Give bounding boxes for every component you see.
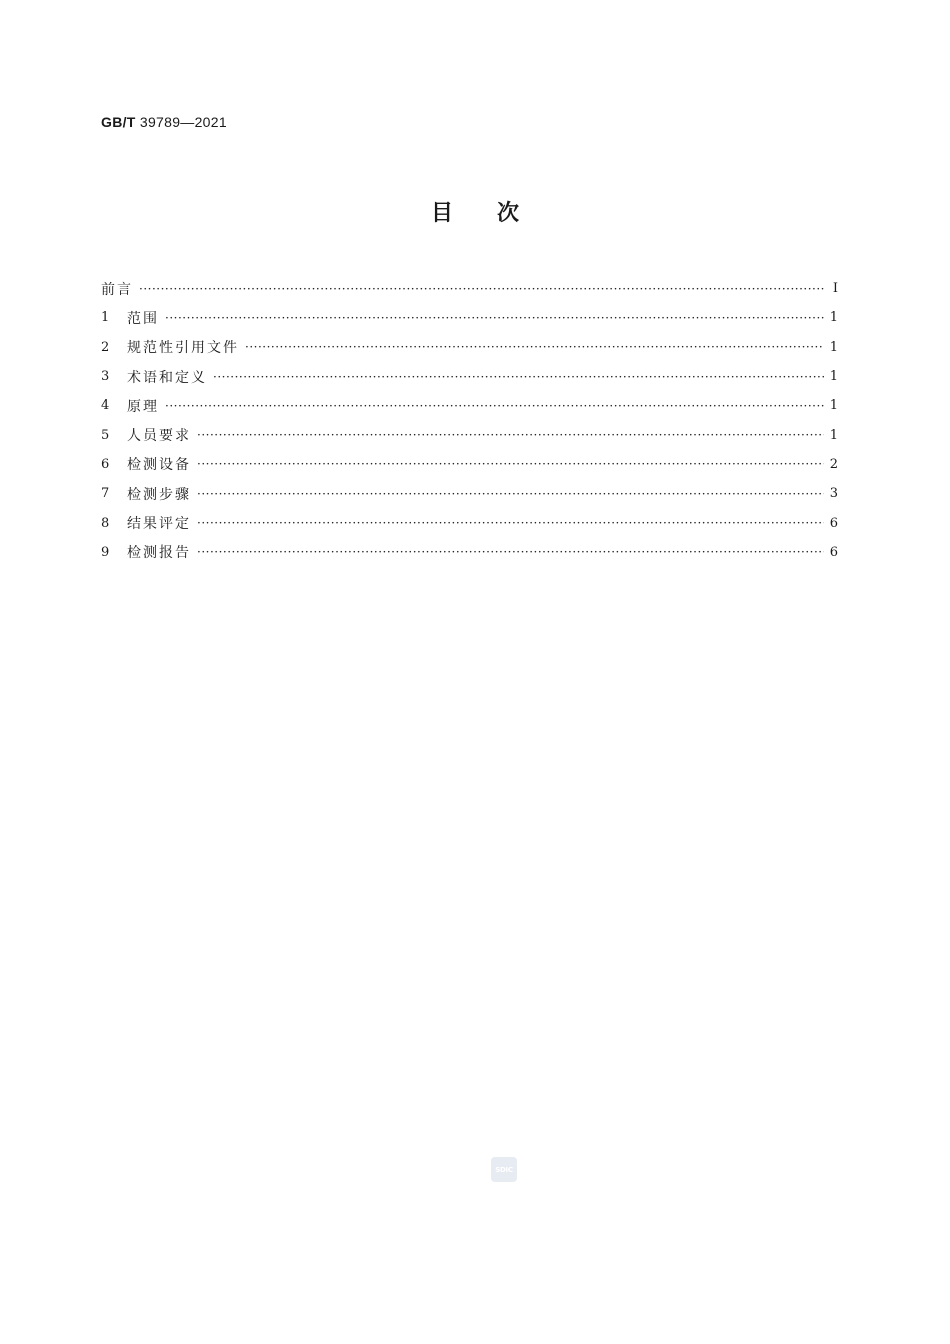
toc-entry-number: 8 [101,515,110,531]
toc-entry-label: 原理 [127,398,159,415]
toc-entry-page: 1 [829,398,838,414]
toc-entry-label: 结果评定 [127,516,191,533]
watermark-text: SDIC [495,1165,513,1174]
toc-leader-dots [197,428,824,442]
table-of-contents [101,274,838,567]
watermark-logo-icon [491,1157,517,1182]
toc-entry-2[interactable] [101,333,838,362]
toc-entry-page: Ⅰ [832,281,838,297]
toc-entry-3[interactable] [101,362,838,391]
toc-entry-label: 前言 [101,281,133,298]
toc-entry-label: 检测设备 [127,457,191,474]
toc-entry-7[interactable] [101,479,838,508]
toc-entry-9[interactable] [101,538,838,567]
toc-entry-1[interactable] [101,303,838,332]
toc-entry-label: 检测步骤 [127,486,191,503]
toc-entry-page: 1 [829,339,838,355]
toc-entry-label: 检测报告 [127,545,191,562]
toc-entry-5[interactable] [101,420,838,449]
toc-leader-dots [165,311,824,325]
document-code [101,114,227,130]
toc-leader-dots [165,399,824,413]
toc-entry-number: 1 [101,310,110,326]
toc-leader-dots [197,457,824,471]
toc-entry-number: 4 [101,398,110,414]
toc-entry-4[interactable] [101,391,838,420]
toc-leader-dots [197,487,824,501]
toc-entry-label: 人员要求 [127,428,191,445]
toc-leader-dots [197,545,824,559]
toc-entry-number: 3 [101,369,110,385]
toc-entry-label: 规范性引用文件 [127,340,239,357]
toc-entry-number: 6 [101,456,110,472]
toc-leader-dots [245,340,824,354]
toc-entry-label: 范围 [127,310,159,327]
toc-title: 目次 [430,201,563,226]
document-code-prefix: GB/T [101,114,136,130]
toc-leader-dots [213,370,824,384]
document-code-number: 39789—2021 [139,114,227,130]
toc-entry-page: 1 [829,369,838,385]
toc-entry-page: 1 [829,310,838,326]
toc-entry-number: 2 [101,339,110,355]
toc-entry-6[interactable] [101,450,838,479]
toc-entry-number: 7 [101,486,110,502]
toc-entry-number: 9 [101,544,110,560]
toc-entry-foreword[interactable] [101,274,838,303]
toc-entry-page: 6 [829,544,838,560]
toc-entry-page: 2 [829,456,838,472]
toc-entry-label: 术语和定义 [127,369,207,386]
toc-leader-dots [139,282,824,296]
toc-entry-8[interactable] [101,508,838,537]
toc-entry-page: 3 [829,486,838,502]
toc-leader-dots [197,516,824,530]
toc-entry-page: 6 [829,515,838,531]
toc-entry-page: 1 [829,427,838,443]
toc-entry-number: 5 [101,427,110,443]
